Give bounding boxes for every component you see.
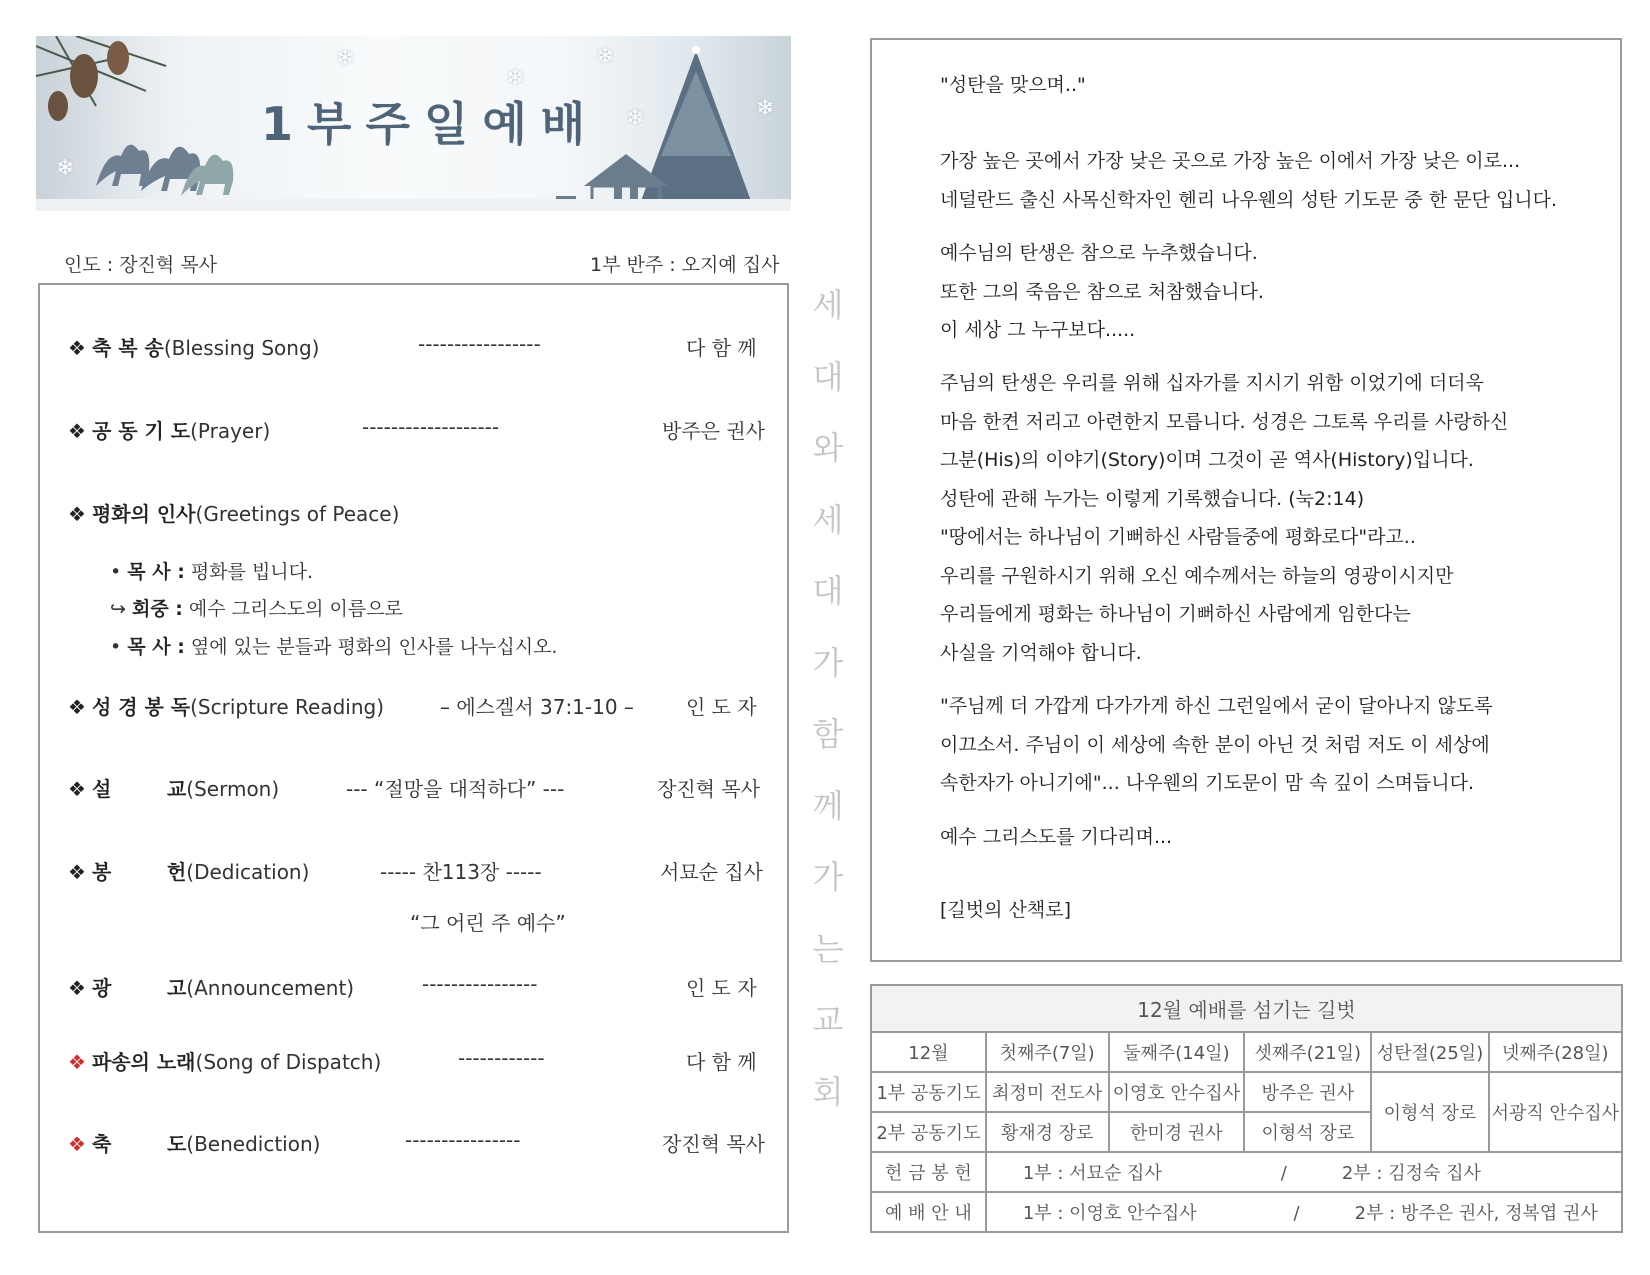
letter-paragraph: 주님의 탄생은 우리를 위해 십자가를 지시기 위함 이었기에 더더욱 마음 한켠 저리고 아련한지 모릅니다. 성경은 그토록 우리를 사랑하신 그분(His)의 이야기(Story)이며 그것이 곧 역사(History)입니다. 성탄에 관해 누가는 이렇게 기록했습니다. (눅2:14) "땅에서는 하나님이 기뻐하신 사람들중에 평화로다"라고.. 우리를 구원하시기 위해 오신 예수께서는 하늘의 영광이시지만 우리들에게 평화는 하나님이 기뻐하신 사람에게 임한다는 사실을 기억해야 합니다. xyxy=(940,372,1509,664)
leader-label: 인도 : 장진혁 목사 xyxy=(64,254,217,276)
table-row: 12월 첫째주(7일) 둘째주(14일) 셋째주(21일) 성탄절(25일) 넷째주(28일) xyxy=(871,1032,1622,1072)
diamond-bullet-icon: ❖ xyxy=(68,1132,86,1156)
diamond-bullet-icon: ❖ xyxy=(68,695,86,719)
order-item: ❖ 평화의 인사(Greetings of Peace) xyxy=(68,502,400,526)
diamond-bullet-icon: ❖ xyxy=(68,336,86,360)
diamond-bullet-icon: ❖ xyxy=(68,860,86,884)
table-row: 1부 공동기도 최정미 전도사 이영호 안수집사 방주은 권사 이형석 장로 서광직 안수집사 xyxy=(871,1072,1622,1112)
table-row: 헌 금 봉 헌 1부 : 서묘순 집사 / 2부 : 김정숙 집사 xyxy=(871,1152,1622,1192)
peace-line: ↪ 회중 : 예수 그리스도의 이름으로 xyxy=(110,598,403,620)
order-item: ❖ 봉 헌(Dedication) xyxy=(68,860,310,884)
christmas-tree-icon xyxy=(641,46,751,201)
hymn-title: “그 어린 주 예수” xyxy=(410,911,566,935)
peace-line: • 목 사 : 옆에 있는 분들과 평화의 인사를 나누십시오. xyxy=(110,636,558,658)
table-row: 2부 공동기도 황재경 장로 한미경 권사 이형석 장로 xyxy=(871,1112,1622,1152)
order-item: ❖ 설 교(Sermon) xyxy=(68,777,280,801)
duty-table xyxy=(870,984,1623,1233)
letter-paragraph: 예수님의 탄생은 참으로 누추했습니다. 또한 그의 죽음은 참으로 처참했습니다. 이 세상 그 누구보다..... xyxy=(940,242,1264,341)
table-row: 예 배 안 내 1부 : 이영호 안수집사 / 2부 : 방주은 권사, 정복엽 권사 xyxy=(871,1192,1622,1232)
order-item: ❖ 광 고(Announcement) xyxy=(68,976,355,1000)
order-item: ❖ 공 동 기 도(Prayer) xyxy=(68,419,271,443)
vertical-motto: 세 대 와 세 대 가 함 께 가 는 교 회 xyxy=(812,286,844,1111)
diamond-bullet-icon: ❖ xyxy=(68,976,86,1000)
diamond-bullet-icon: ❖ xyxy=(68,777,86,801)
camels-icon xyxy=(96,145,233,196)
page-title: 1부주일예배 xyxy=(261,97,600,151)
order-item: ❖ 축 복 송(Blessing Song) xyxy=(68,336,320,360)
peace-line: • 목 사 : 평화를 빕니다. xyxy=(110,561,314,583)
worship-order: ❖ 축 복 송(Blessing Song) ----------------- 다 함 께 ❖ 공 동 기 도(Prayer) ------------------- 방주은 권사 ❖ 평화의 인사(Greetings of Peace) • 목 사 : 평화를 빕니다. ↪ 회중 : 예수 그리스도의 이름으로 • 목 사 : 옆에 있는 분들과 평화의 인사를 나누십시오. ❖ 성 경 봉 독(Scripture Reading) – 에스겔서 37:1-10 – 인 도 자 ❖ 설 교(Sermon) --- “절망을 대적하다” --- 장진혁 목사 ❖ 봉 헌(Dedication) ----- 찬113장 ----- 서묘순 집사 “그 어린 주 예수” ❖ 광 고(Announcement) ---------------- 인 도 자 ❖ 파송의 노래(Song of Dispatch) ------------ 다 함 께 ❖ 축 도(Benediction) ---------------- 장진혁 목사 xyxy=(38,283,789,1233)
pinecone-icon xyxy=(70,54,98,98)
diamond-bullet-icon: ❖ xyxy=(68,1050,86,1074)
header-banner: ❄ ❄ ❄ ❄ ❄ ❄ 1부주일예배 xyxy=(36,36,791,211)
table-title: 12월 예배를 섬기는 길벗 xyxy=(871,985,1622,1032)
order-item: ❖ 성 경 봉 독(Scripture Reading) xyxy=(68,695,385,719)
letter-closing: 예수 그리스도를 기다리며... xyxy=(940,826,1173,848)
diamond-bullet-icon: ❖ xyxy=(68,502,86,526)
pastoral-letter xyxy=(870,38,1622,962)
diamond-bullet-icon: ❖ xyxy=(68,419,86,443)
accompanist-label: 1부 반주 : 오지예 집사 xyxy=(590,254,780,276)
letter-source: [길벗의 산책로] xyxy=(940,899,1071,921)
letter-paragraph: "주님께 더 가깝게 다가가게 하신 그런일에서 굳이 달아나지 않도록 이끄소서. 주님이 이 세상에 속한 분이 아닌 것 처럼 저도 이 세상에 속한자가 아니기에"... 나우웬의 기도문이 맘 속 깊이 스며듭니다. xyxy=(940,695,1493,794)
order-item: ❖ 축 도(Benediction) xyxy=(68,1132,321,1156)
letter-title: "성탄을 맞으며.." xyxy=(940,74,1086,96)
letter-paragraph: 가장 높은 곳에서 가장 낮은 곳으로 가장 높은 이에서 가장 낮은 이로... 네덜란드 출신 사목신학자인 헨리 나우웬의 성탄 기도문 중 한 문단 입니다. xyxy=(940,150,1558,211)
order-item: ❖ 파송의 노래(Song of Dispatch) xyxy=(68,1050,382,1074)
